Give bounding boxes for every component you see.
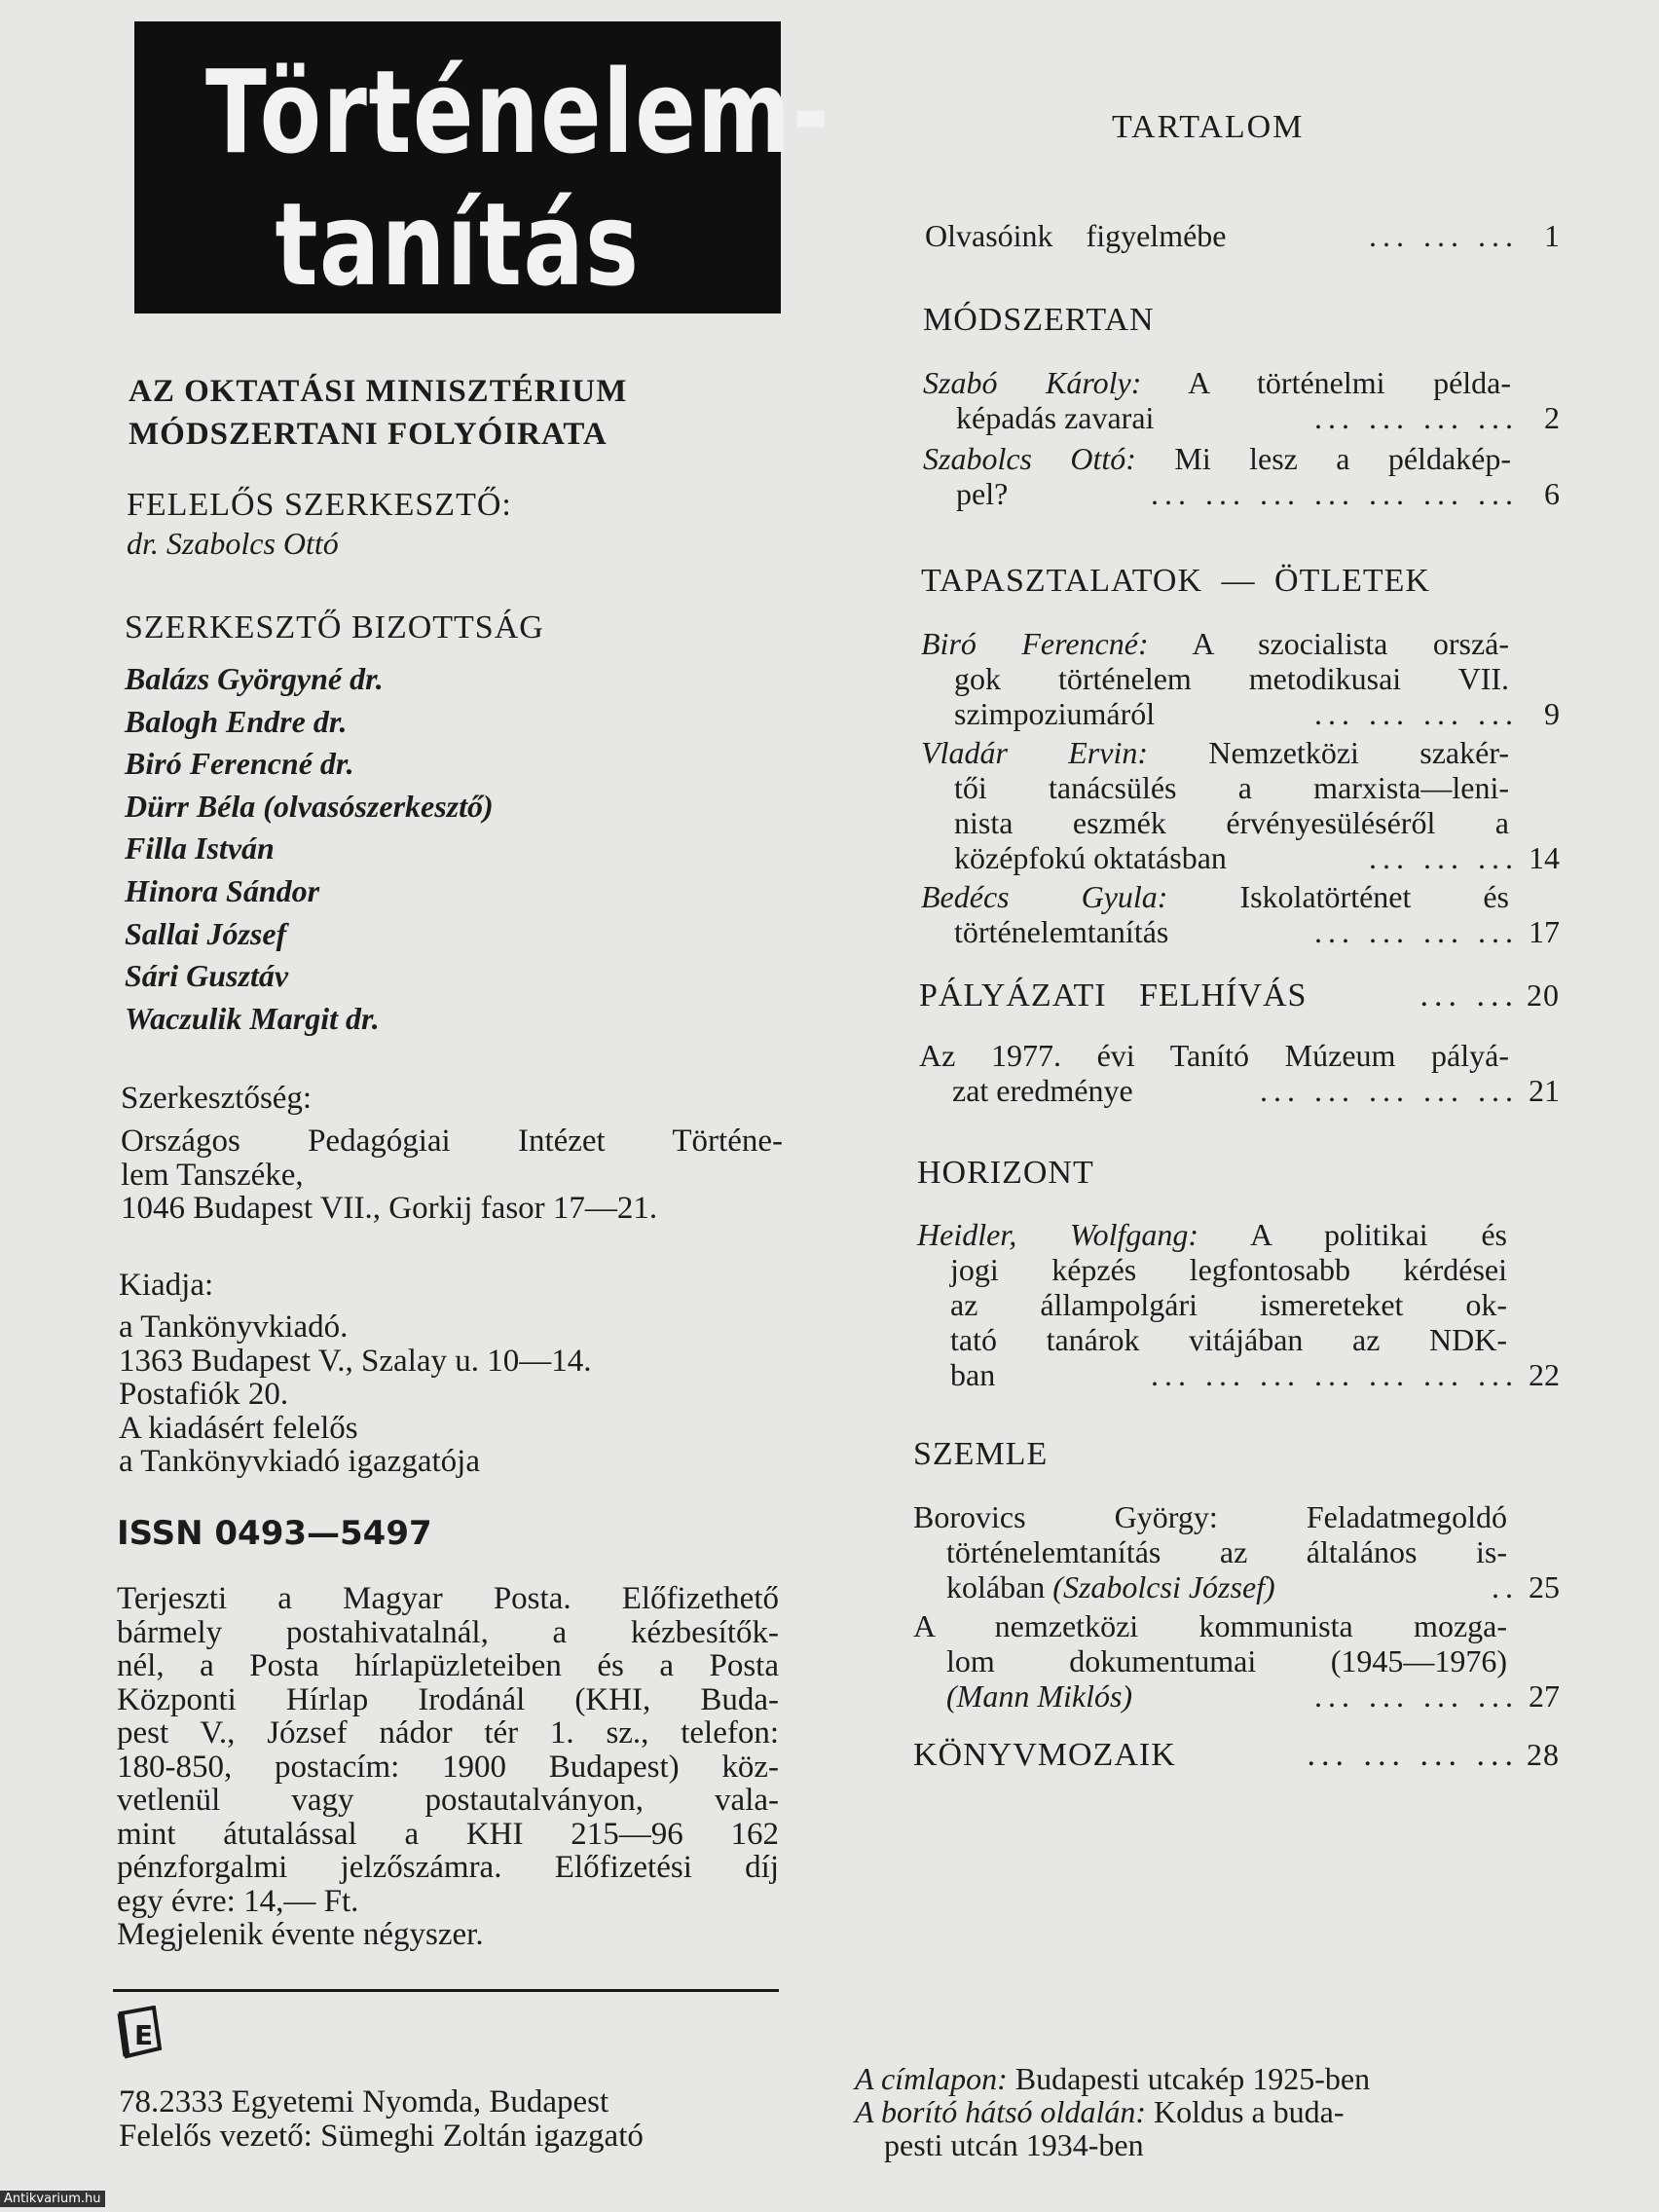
- board-member: Waczulik Margit dr.: [125, 1000, 380, 1036]
- toc-entry-intro: Olvasóink figyelmébe ... ... ... 1: [925, 218, 1560, 253]
- board-member-list: [125, 658, 494, 1040]
- publisher-address: a Tankönyvkiadó. 1363 Budapest V., Szalay u. 10—14. Postafiók 20. A kiadásért felelős a Tankönyvkiadó igazgatója: [119, 1309, 592, 1479]
- publisher-logo: [115, 2006, 169, 2062]
- toc-entry: Szabolcs Ottó: Mi lesz a példakép- pel? ... ... ... ... ... ... ... 6: [923, 441, 1560, 511]
- toc-entry: Az 1977. évi Tanító Múzeum pályá- zat eredménye ... ... ... ... ... 21: [919, 1038, 1560, 1108]
- distribution-text: Terjeszti a Magyar Posta. Előfizethető bármely postahivatalnál, a kézbesítők- nél, a Posta hírlapüzleteiben és a Posta Központi Hírlap Irodánál (KHI, Buda- pest V., József nádor tér 1. sz., telefon: 180-850, postacím: 1900 Budapest) köz- vetlenül vagy postautalványon, vala- mint átutalással a KHI 215—96 162 pénzforgalmi jelzőszámra. Előfizetési díj egy évre: 14,— Ft. Megjelenik évente négyszer.: [117, 1581, 779, 1952]
- publisher-heading: Kiadja:: [119, 1268, 214, 1303]
- board-member: Sári Gusztáv: [125, 958, 289, 994]
- masthead-title: [134, 21, 831, 313]
- section-konyvmozaik: KÖNYVMOZAIK: [913, 1737, 1176, 1773]
- section-tapasztalatok: TAPASZTALATOK — ÖTLETEK: [921, 563, 1430, 599]
- toc-heading: TARTALOM: [1112, 109, 1305, 145]
- toc-entry: Borovics György: Feladatmegoldó történelemtanítás az általános is- kolában (Szabolcsi József) .. 25: [913, 1499, 1560, 1604]
- masthead-subtitle: AZ OKTATÁSI MINISZTÉRIUM MÓDSZERTANI FOLYÓIRATA: [129, 374, 628, 452]
- office-heading: Szerkesztőség:: [121, 1081, 313, 1116]
- toc-entry: Heidler, Wolfgang: A politikai és jogi képzés legfontosabb kérdései az állampolgári ismereteket ok- tató tanárok vitájában az NDK- ban ... ... ... ... ... ... ... 22: [917, 1217, 1560, 1392]
- watermark: Antikvarium.hu: [0, 2191, 105, 2207]
- board-member: Biró Ferencné dr.: [125, 746, 354, 782]
- section-szemle: SZEMLE: [913, 1436, 1049, 1472]
- toc-entry-konyvmozaik: KÖNYVMOZAIK ... ... ... ... 28: [913, 1737, 1560, 1773]
- editor-name: dr. Szabolcs Ottó: [127, 526, 339, 561]
- board-member: Filla István: [125, 830, 275, 866]
- issn: ISSN 0493—5497: [117, 1514, 432, 1553]
- cover-note: A címlapon: Budapesti utcakép 1925-ben A borító hátsó oldalán: Koldus a buda- pesti utcán 1934-ben: [855, 2061, 1371, 2162]
- section-modszertan: MÓDSZERTAN: [923, 302, 1155, 338]
- svg-text:E: E: [134, 2019, 154, 2051]
- toc-entry-palyazati: PÁLYÁZATI FELHÍVÁS ... ... 20: [919, 977, 1560, 1014]
- office-address: Országos Pedagógiai Intézet Történe- lem Tanszéke, 1046 Budapest VII., Gorkij fasor 17—21.: [121, 1124, 783, 1226]
- toc-entry: A nemzetközi kommunista mozga- lom dokumentumai (1945—1976) (Mann Miklós) ... ... ... ... 27: [913, 1608, 1560, 1714]
- board-member: Dürr Béla (olvasószerkesztő): [125, 788, 494, 824]
- title-line-2: tanítás: [275, 177, 641, 312]
- toc-entry: Bedécs Gyula: Iskolatörténet és történelemtanítás ... ... ... ... 17: [921, 879, 1560, 949]
- toc-entry: Vladár Ervin: Nemzetközi szakér- tői tanácsülés a marxista—leni- nista eszmék érvényesüléséről a középfokú oktatásban ... ... ... 14: [921, 735, 1560, 875]
- printer-info: 78.2333 Egyetemi Nyomda, Budapest Felelős vezető: Sümeghi Zoltán igazgató: [119, 2084, 644, 2154]
- board-member: Hinora Sándor: [125, 872, 320, 908]
- editor-heading: FELELŐS SZERKESZTŐ:: [127, 487, 512, 523]
- board-heading: SZERKESZTŐ BIZOTTSÁG: [125, 609, 544, 645]
- title-line-1: Történelem-: [205, 45, 831, 179]
- divider-rule: [113, 1989, 779, 1992]
- toc-entry: Szabó Károly: A történelmi példa- képadás zavarai ... ... ... ... 2: [923, 365, 1560, 435]
- section-horizont: HORIZONT: [917, 1155, 1094, 1191]
- board-member: Balogh Endre dr.: [125, 703, 348, 739]
- board-member: Balázs Györgyné dr.: [125, 661, 384, 696]
- toc-entry: Biró Ferencné: A szocialista orszá- gok történelem metodikusai VII. szimpoziumáról ... ... ... ... 9: [921, 626, 1560, 731]
- board-member: Sallai József: [125, 915, 287, 951]
- editor-block: [127, 487, 512, 562]
- section-palyazati: PÁLYÁZATI FELHÍVÁS: [919, 977, 1308, 1014]
